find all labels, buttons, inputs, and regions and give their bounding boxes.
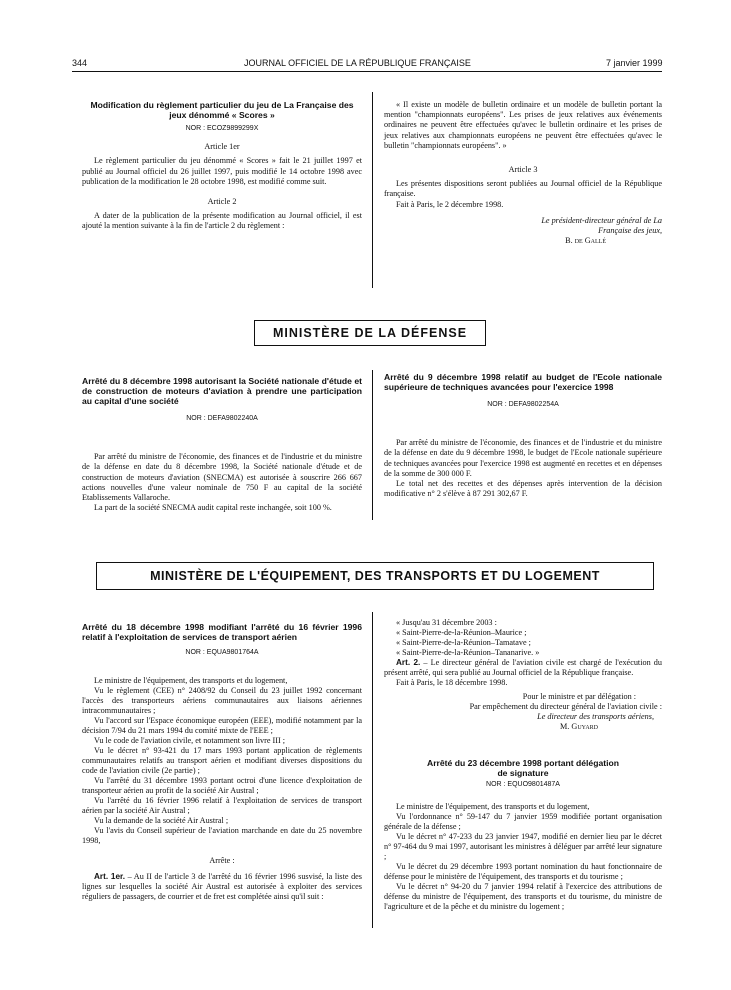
visa-paragraph: Vu l'arrêté du 16 février 1996 relatif à l'exploitation de services de transport aérien par la société Air Austral ; [82, 796, 362, 815]
route-line: « Saint-Pierre-de-la-Réunion–Maurice ; [396, 628, 527, 637]
scores-title: Modification du règlement particulier du jeu de La Française des jeux dénommé « Scores » [90, 100, 354, 120]
page-number: 344 [72, 58, 88, 68]
visa-paragraph: Vu le décret du 29 décembre 1993 portant nomination du haut fonctionnaire de défense pour le ministère de l'équipement, des transports et du tourisme ; [384, 862, 662, 881]
signature-line-3: Le directeur des transports aériens, [537, 712, 654, 721]
equipement-right-column [384, 618, 662, 912]
scores-right-column [384, 100, 662, 246]
arrete-23-decembre-title: Arrêté du 23 décembre 1998 portant délégation de signature [427, 758, 619, 778]
defense-right-column [384, 372, 662, 499]
arrete-18-decembre-nor: NOR : EQUA9801764A [185, 649, 259, 656]
defense-left-title: Arrêté du 8 décembre 1998 autorisant la Société nationale d'étude et de construction de moteurs d'aviation à prendre une participation au capital d'une société [82, 376, 362, 406]
defense-left-column [82, 376, 362, 513]
defense-right-title: Arrêté du 9 décembre 1998 relatif au budget de l'Ecole nationale supérieure de techniques avancées pour l'exercice 1998 [384, 372, 662, 392]
article-2-text: – Le directeur général de l'aviation civile est chargé de l'exécution du présent arrêté, qui sera publié au Journal officiel de la République française. [384, 658, 662, 677]
scores-article-3-heading: Article 3 [508, 165, 538, 175]
journal-title: JOURNAL OFFICIEL DE LA RÉPUBLIQUE FRANÇAISE [244, 58, 471, 68]
column-divider [372, 370, 373, 520]
arrete-heading: Arrête : [209, 856, 235, 865]
defense-right-paragraph-1: Par arrêté du ministre de l'économie, des finances et de l'industrie et du ministre de la défense en date du 9 décembre 1998, le budget de l'Ecole nationale supérieure de techniques avancées pour l'exercice 1998 est augmenté en recettes et en dépenses de la somme de 300 000 F. [384, 438, 662, 478]
defense-banner: MINISTÈRE DE LA DÉFENSE [254, 320, 486, 346]
equipement-left-column [82, 622, 362, 902]
column-divider [372, 92, 373, 288]
visa-paragraph: Vu l'arrêté du 31 décembre 1993 portant octroi d'une licence d'exploitation de transporteur aérien au profit de la société Air Austral ; [82, 776, 362, 795]
scores-article-2-text: A dater de la publication de la présente modification au Journal officiel, il est ajouté la mention suivante à la fin de l'article 2 du règlement : [82, 211, 362, 231]
defense-left-nor: NOR : DEFA9802240A [186, 415, 258, 422]
visa-paragraph: Le ministre de l'équipement, des transports et du logement, [94, 676, 288, 685]
article-1-paragraph [82, 872, 362, 902]
defense-left-paragraph-2: La part de la société SNECMA audit capital reste inchangée, soit 100 %. [94, 503, 332, 513]
visa-paragraph: Vu l'accord sur l'Espace économique européen (EEE), modifié notamment par la décision 7/94 du 21 mars 1994 du comité mixte de l'EEE ; [82, 716, 362, 735]
arrete-23-decembre-nor: NOR : EQUO9801487A [486, 781, 560, 788]
column-divider [372, 612, 373, 928]
route-line: « Saint-Pierre-de-la-Réunion–Tamatave ; [396, 638, 531, 647]
visa-paragraph: Vu le décret n° 93-421 du 17 mars 1993 portant application de règlements communautaires relatifs au transport aérien et modifiant diverses dispositions du code de l'aviation civile (2e partie) ; [82, 746, 362, 775]
visa-paragraph: Vu l'ordonnance n° 59-147 du 7 janvier 1959 modifiée portant organisation générale de la défense ; [384, 812, 662, 831]
defense-right-nor: NOR : DEFA9802254A [487, 401, 559, 408]
visa-paragraph: Le ministre de l'équipement, des transports et du logement, [396, 802, 590, 811]
route-line: « Jusqu'au 31 décembre 2003 : [396, 618, 497, 627]
arrete-18-done: Fait à Paris, le 18 décembre 1998. [396, 678, 508, 687]
header-rule [72, 71, 662, 72]
article-1-text: – Au II de l'article 3 de l'arrêté du 16 février 1996 susvisé, la liste des lignes sur lesquelles la société Air Austral est autorisée à exploiter des services réguliers de passagers, de courrier et de fret est complétée ainsi qu'il suit : [82, 872, 362, 901]
scores-article-1-text: Le règlement particulier du jeu dénommé « Scores » fait le 21 juillet 1997 et publié au Journal officiel du 26 juillet 1997, puis modifié le 14 octobre 1998 avec publication de la modification le 28 octobre 1998, est modifié comme suit. [82, 156, 362, 186]
scores-done: Fait à Paris, le 2 décembre 1998. [396, 199, 504, 209]
article-2-label: Art. 2. [396, 658, 421, 667]
route-line: « Saint-Pierre-de-la-Réunion–Tananarive. » [396, 648, 540, 657]
scores-left-column [82, 100, 362, 232]
visa-paragraph: Vu la demande de la société Air Austral ; [94, 816, 229, 825]
scores-article-3-text: Les présentes dispositions seront publiées au Journal officiel de la République française. [384, 179, 662, 199]
defense-right-paragraph-2: Le total net des recettes et des dépenses après intervention de la décision modificative n° 2 s'élève à 87 291 302,67 F. [384, 479, 662, 499]
signature-name: M. Guyard [560, 722, 598, 731]
signature-line-1: Pour le ministre et par délégation : [522, 692, 636, 701]
scores-signature-name: B. de Gallé [565, 236, 606, 246]
scores-article-2-heading: Article 2 [207, 197, 237, 207]
scores-nor: NOR : ECOZ9899299X [185, 125, 259, 132]
visa-paragraph: Vu le règlement (CEE) n° 2408/92 du Conseil du 23 juillet 1992 concernant l'accès des transporteurs aériens communautaires aux liaisons aériennes intracommunautaires ; [82, 686, 362, 715]
signature-line-2: Par empêchement du directeur général de l'aviation civile : [469, 702, 662, 711]
article-1-label: Art. 1er. [94, 872, 126, 881]
issue-date: 7 janvier 1999 [606, 58, 663, 68]
arrete-18-decembre-title: Arrêté du 18 décembre 1998 modifiant l'arrêté du 16 février 1996 relatif à l'exploitation de services de transport aérien [82, 622, 362, 642]
defense-left-paragraph-1: Par arrêté du ministre de l'économie, des finances et de l'industrie et du ministre de la défense en date du 8 décembre 1998, la Société nationale d'étude et de construction de moteurs d'aviation (SNECMA) est autorisée à souscrire 266 667 actions nouvelles d'une valeur nominale de 750 F au capital de la société Etablissements Vallaroche. [82, 452, 362, 503]
visa-paragraph: Vu le décret n° 47-233 du 23 janvier 1947, modifié en dernier lieu par le décret n° 97-464 du 9 mai 1997, autorisant les ministres à déléguer par arrêté leur signature ; [384, 832, 662, 861]
visa-paragraph: Vu le décret n° 94-20 du 7 janvier 1994 relatif à l'exercice des attributions de défense du ministre de l'équipement, des transports et du tourisme, du ministre de l'agriculture et de la pêche et du ministre du logement ; [384, 882, 662, 911]
visa-paragraph: Vu l'avis du Conseil supérieur de l'aviation marchande en date du 25 novembre 1998, [82, 826, 362, 845]
scores-quote: « Il existe un modèle de bulletin ordinaire et un modèle de bulletin portant la mention "championnats européens". Les prises de jeux relatives aux événements ordinaires ne peuvent être effectuées qu'avec le bulletin ordinaire et les prises de jeux relatives aux championnats européens ne peuvent être effectuées qu'avec le bulletin "championnats européens". » [384, 100, 662, 150]
scores-signature-title: Le président-directeur général de La Française des jeux, [541, 215, 662, 236]
scores-article-1-heading: Article 1er [204, 142, 240, 152]
article-2-paragraph [384, 658, 662, 678]
equipement-banner: MINISTÈRE DE L'ÉQUIPEMENT, DES TRANSPORTS ET DU LOGEMENT [96, 562, 654, 590]
visa-paragraph: Vu le code de l'aviation civile, et notamment son livre III ; [94, 736, 286, 745]
